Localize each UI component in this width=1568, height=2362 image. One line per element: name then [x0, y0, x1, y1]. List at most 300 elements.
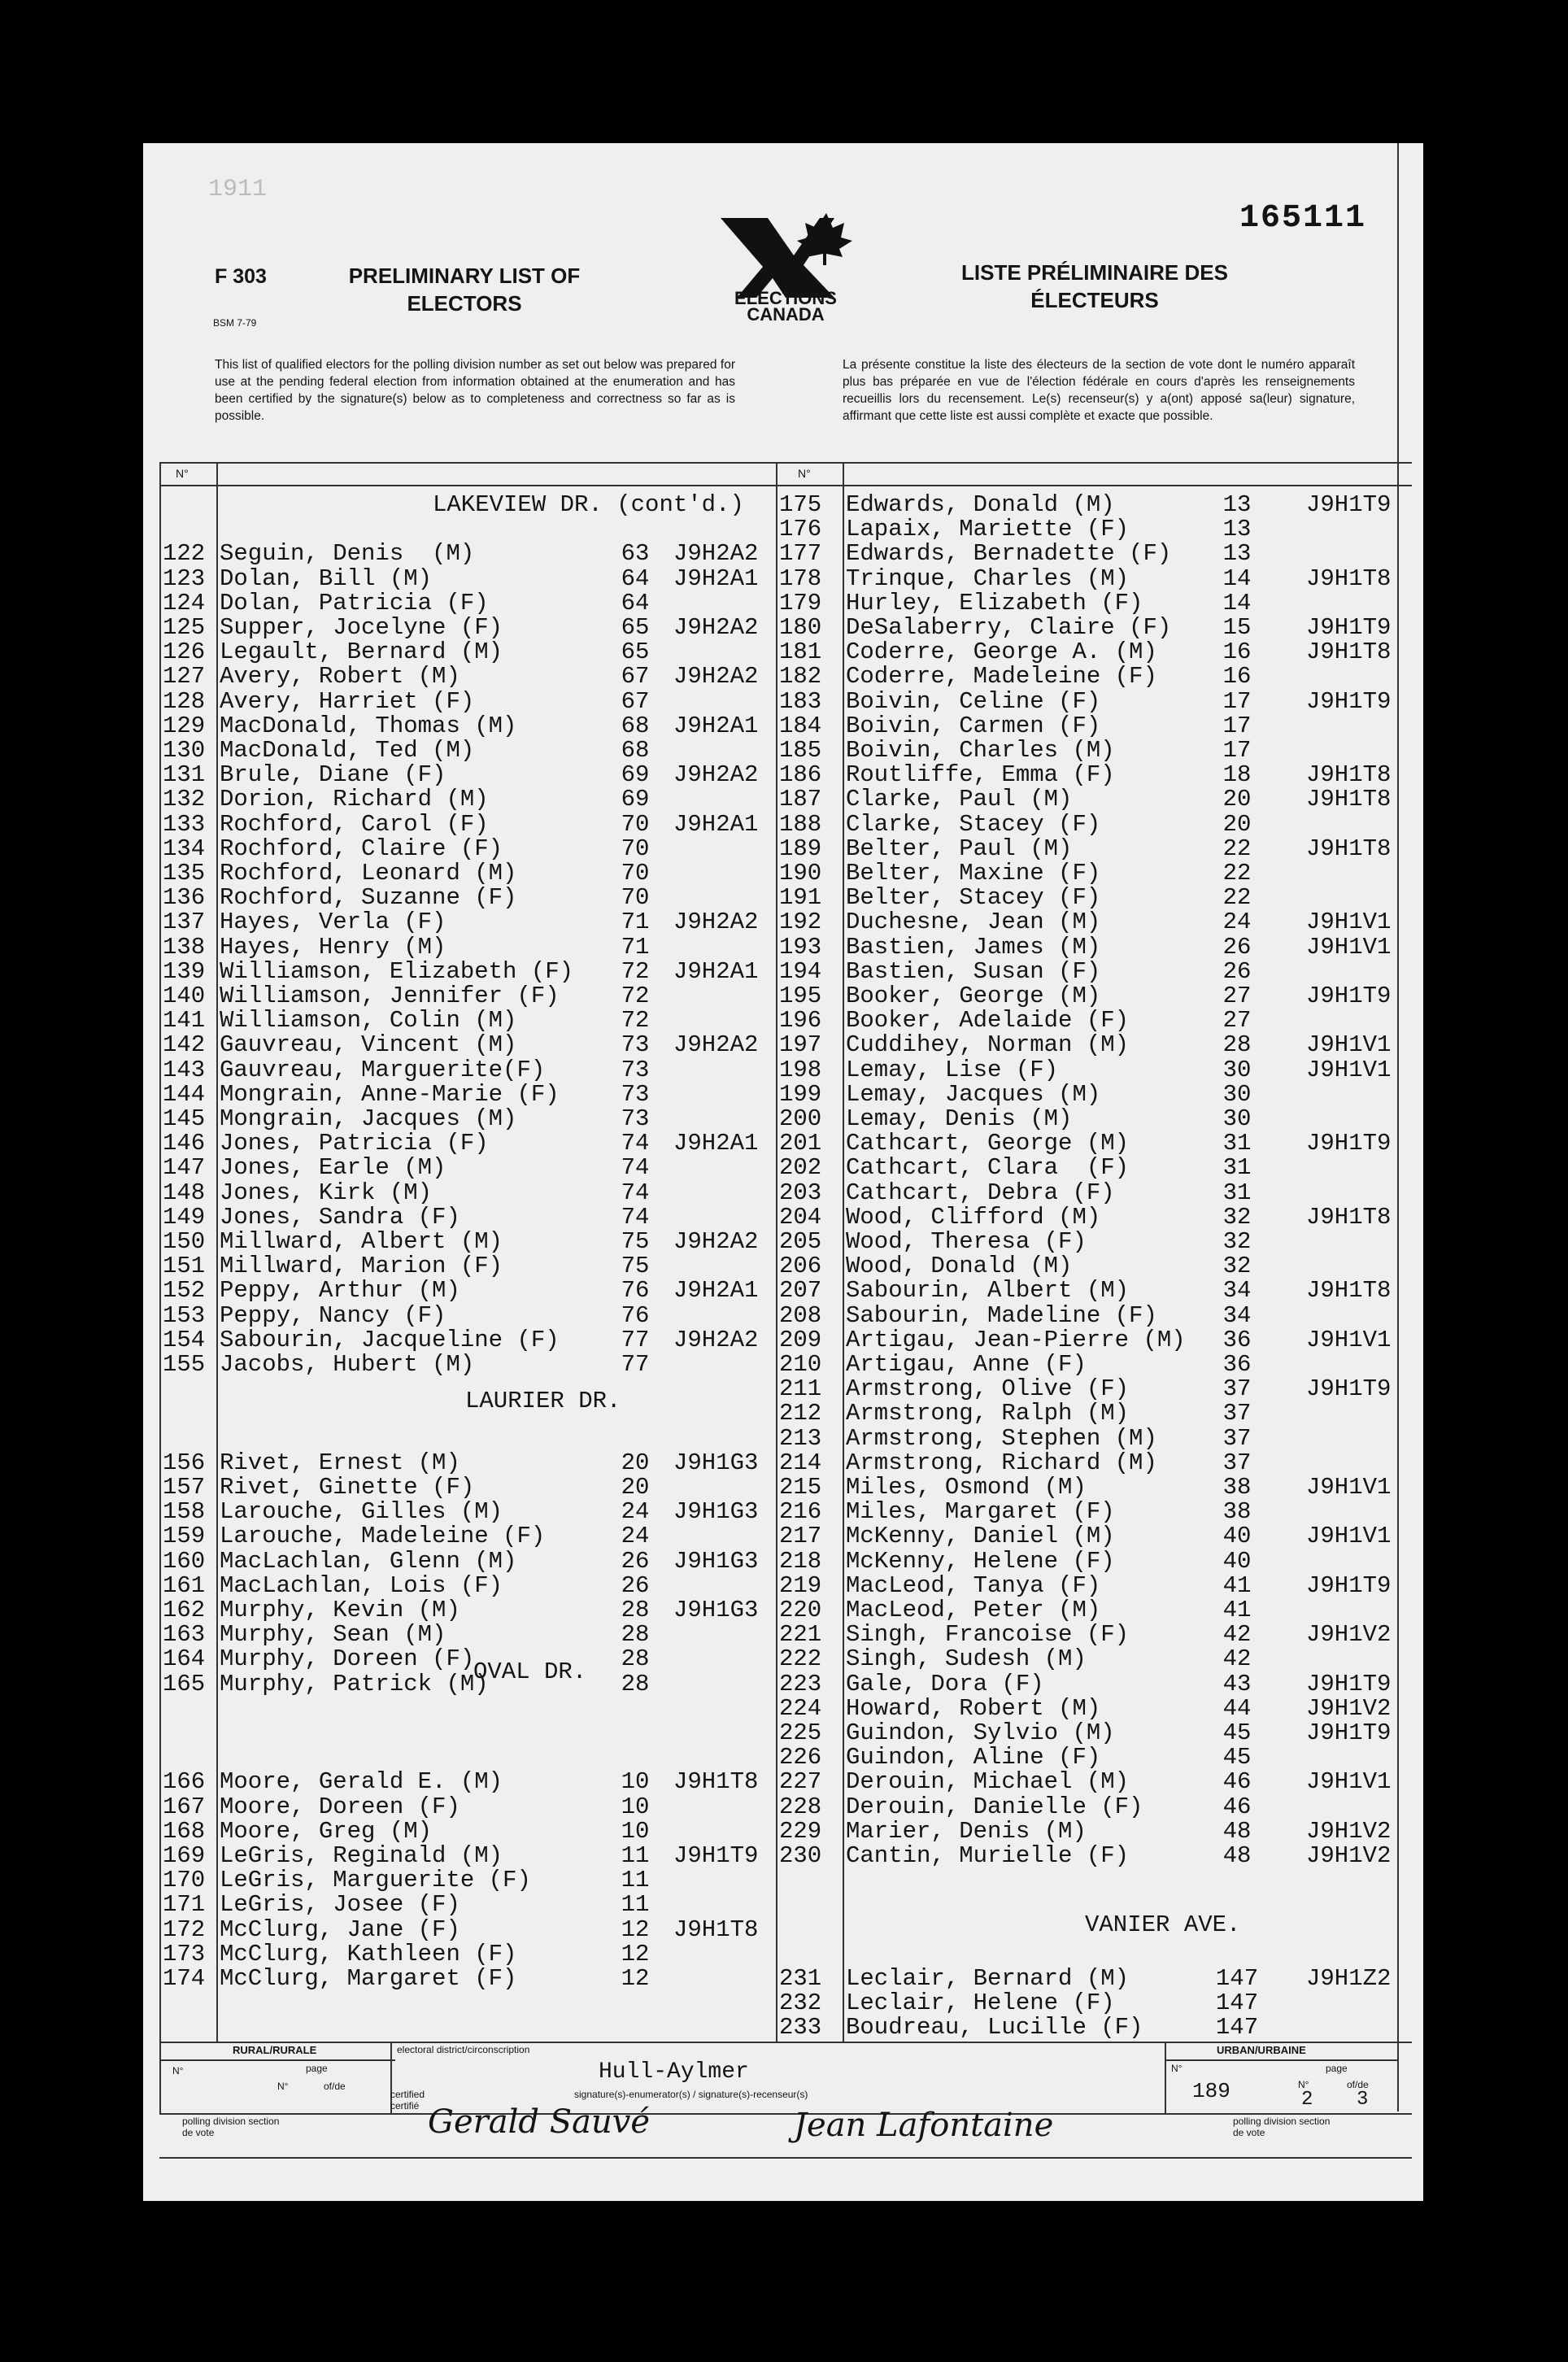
urban-polling-division-label: polling division section de vote: [1233, 2116, 1331, 2138]
elector-number: 176: [779, 516, 822, 543]
house-number: 37: [1222, 1424, 1252, 1452]
postal-code: J9H1V1: [1306, 1056, 1392, 1083]
elector-number: 187: [779, 786, 822, 813]
house-number: 147: [1215, 2014, 1259, 2042]
house-number: 72: [621, 1007, 650, 1035]
elector-name: Coderre, George A. (M): [846, 638, 1157, 666]
elector-name: Rochford, Claire (F): [220, 835, 503, 862]
elector-name: Gauvreau, Marguerite(F): [220, 1056, 546, 1083]
right-no-header: N°: [798, 467, 811, 480]
elector-number: 150: [163, 1228, 206, 1255]
elector-name: Hurley, Elizabeth (F): [846, 589, 1143, 617]
house-number: 28: [621, 1597, 650, 1623]
house-number: 48: [1222, 1817, 1252, 1845]
footer-rule-2: [1165, 2042, 1166, 2113]
postal-code: J9H2A1: [673, 1130, 759, 1157]
form-number: F 303: [215, 265, 267, 288]
house-number: 74: [621, 1154, 650, 1182]
elector-name: McKenny, Daniel (M): [846, 1523, 1115, 1550]
house-number: 65: [621, 614, 650, 641]
house-number: 75: [621, 1228, 650, 1255]
house-number: 30: [1222, 1105, 1252, 1132]
elector-name: Miles, Osmond (M): [846, 1474, 1087, 1501]
postal-code: J9H1V2: [1306, 1817, 1392, 1845]
house-number: 30: [1222, 1080, 1252, 1108]
house-number: 42: [1222, 1645, 1252, 1673]
postal-code: J9H1V1: [1306, 1768, 1392, 1796]
house-number: 11: [621, 1891, 650, 1919]
elector-name: McClurg, Kathleen (F): [220, 1940, 517, 1968]
elector-name: Booker, George (M): [846, 983, 1101, 1009]
postal-code: J9H1T9: [673, 1842, 759, 1869]
elector-name: Boivin, Celine (F): [846, 687, 1101, 715]
elector-number: 231: [779, 1965, 822, 1992]
elector-name: McClurg, Margaret (F): [220, 1965, 517, 1992]
elector-name: Lemay, Denis (M): [846, 1105, 1073, 1132]
elector-number: 194: [779, 957, 822, 985]
right-number-column-rule: [843, 462, 844, 2042]
elector-number: 132: [163, 786, 206, 813]
postal-code: J9H1G3: [673, 1597, 759, 1623]
title-english: PRELIMINARY LIST OF ELECTORS: [348, 264, 581, 316]
left-number-column-rule: [216, 462, 218, 2042]
elector-name: Cathcart, George (M): [846, 1130, 1130, 1157]
elector-name: MacLeod, Tanya (F): [846, 1571, 1101, 1599]
urban-page-total: 3: [1357, 2089, 1369, 2111]
house-number: 10: [621, 1817, 650, 1845]
elector-number: 169: [163, 1842, 206, 1869]
elector-number: 217: [779, 1523, 822, 1550]
house-number: 20: [1222, 810, 1252, 838]
elector-number: 133: [163, 810, 206, 838]
elector-number: 138: [163, 933, 206, 961]
elector-number: 125: [163, 614, 206, 641]
house-number: 36: [1222, 1351, 1252, 1378]
postal-code: J9H1T8: [673, 1768, 759, 1796]
elector-name: Armstrong, Stephen (M): [846, 1424, 1157, 1452]
elector-name: Gale, Dora (F): [846, 1670, 1044, 1697]
elector-number: 205: [779, 1228, 822, 1255]
house-number: 46: [1222, 1768, 1252, 1796]
postal-code: J9H2A2: [673, 663, 759, 691]
elector-name: Rochford, Carol (F): [220, 810, 489, 838]
house-number: 10: [621, 1793, 650, 1820]
postal-code: J9H1T9: [1306, 983, 1392, 1009]
house-number: 28: [1222, 1031, 1252, 1059]
urban-page-label: page: [1326, 2063, 1348, 2074]
serial-number: 165111: [1239, 200, 1366, 237]
postal-code: J9H2A1: [673, 712, 759, 739]
elector-number: 224: [779, 1694, 822, 1722]
house-number: 71: [621, 909, 650, 936]
elector-name: Mongrain, Anne-Marie (F): [220, 1080, 560, 1108]
elector-number: 127: [163, 663, 206, 691]
elector-number: 186: [779, 761, 822, 789]
urban-rule: [1165, 2059, 1397, 2061]
elector-number: 146: [163, 1130, 206, 1157]
elector-number: 124: [163, 589, 206, 617]
elector-number: 233: [779, 2014, 822, 2042]
elector-number: 148: [163, 1179, 206, 1206]
house-number: 37: [1222, 1449, 1252, 1476]
house-number: 30: [1222, 1056, 1252, 1083]
elector-name: Millward, Marion (F): [220, 1253, 503, 1280]
elector-name: Millward, Albert (M): [220, 1228, 503, 1255]
postal-code: J9H1T8: [1306, 761, 1392, 789]
elector-number: 221: [779, 1621, 822, 1649]
elector-name: Clarke, Paul (M): [846, 786, 1073, 813]
elector-number: 202: [779, 1154, 822, 1182]
urban-page-no-label: N°: [1298, 2079, 1309, 2090]
left-no-header: N°: [176, 467, 189, 480]
elector-name: Edwards, Donald (M): [846, 491, 1115, 518]
elector-name: Belter, Paul (M): [846, 835, 1073, 862]
house-number: 42: [1222, 1621, 1252, 1649]
postal-code: J9H1V1: [1306, 909, 1392, 936]
elector-number: 134: [163, 835, 206, 862]
electoral-district-label: electoral district/circonscription: [397, 2044, 530, 2055]
house-number: 69: [621, 786, 650, 813]
postal-code: J9H1T8: [1306, 564, 1392, 592]
elector-number: 174: [163, 1965, 206, 1992]
elector-name: Jones, Sandra (F): [220, 1203, 460, 1231]
elector-number: 128: [163, 687, 206, 715]
elector-name: McClurg, Jane (F): [220, 1915, 460, 1943]
house-number: 34: [1222, 1277, 1252, 1305]
house-number: 37: [1222, 1400, 1252, 1427]
elector-number: 215: [779, 1474, 822, 1501]
elector-number: 136: [163, 884, 206, 912]
postal-code: J9H2A1: [673, 957, 759, 985]
elector-name: Derouin, Danielle (F): [846, 1793, 1143, 1820]
elector-number: 212: [779, 1400, 822, 1427]
elector-number: 226: [779, 1744, 822, 1772]
elector-name: Artigau, Jean-Pierre (M): [846, 1326, 1186, 1353]
elector-number: 201: [779, 1130, 822, 1157]
elector-list-sheet: [143, 143, 1423, 2201]
elector-name: Boivin, Carmen (F): [846, 712, 1101, 739]
elector-number: 211: [779, 1375, 822, 1403]
postal-code: J9H1T9: [1306, 1375, 1392, 1403]
house-number: 67: [621, 687, 650, 715]
postal-code: J9H1G3: [673, 1449, 759, 1476]
elector-name: Armstrong, Ralph (M): [846, 1400, 1130, 1427]
house-number: 20: [621, 1449, 650, 1476]
house-number: 12: [621, 1915, 650, 1943]
postal-code: J9H1T9: [1306, 687, 1392, 715]
postal-code: J9H1T9: [1306, 614, 1392, 641]
elector-number: 182: [779, 663, 822, 691]
elector-name: LeGris, Marguerite (F): [220, 1867, 531, 1894]
house-number: 74: [621, 1203, 650, 1231]
house-number: 75: [621, 1253, 650, 1280]
house-number: 48: [1222, 1842, 1252, 1869]
house-number: 17: [1222, 712, 1252, 739]
elector-name: Rochford, Leonard (M): [220, 860, 517, 887]
rural-label: RURAL/RURALE: [233, 2044, 317, 2056]
elector-number: 203: [779, 1179, 822, 1206]
postal-code: J9H1V2: [1306, 1621, 1392, 1649]
elector-number: 163: [163, 1621, 206, 1649]
elector-name: Peppy, Nancy (F): [220, 1301, 446, 1329]
postal-code: J9H1V1: [1306, 1474, 1392, 1501]
elector-name: Peppy, Arthur (M): [220, 1277, 460, 1305]
house-number: 31: [1222, 1130, 1252, 1157]
house-number: 147: [1215, 1989, 1259, 2017]
urban-of-label: of/de: [1347, 2079, 1369, 2090]
elector-name: Trinque, Charles (M): [846, 564, 1130, 592]
house-number: 72: [621, 957, 650, 985]
elector-name: Guindon, Aline (F): [846, 1744, 1101, 1772]
house-number: 41: [1222, 1571, 1252, 1599]
house-number: 65: [621, 638, 650, 666]
elector-number: 167: [163, 1793, 206, 1820]
form-subcode: BSM 7-79: [213, 317, 257, 329]
house-number: 74: [621, 1179, 650, 1206]
elector-name: Cantin, Murielle (F): [846, 1842, 1130, 1869]
house-number: 41: [1222, 1597, 1252, 1623]
rural-no-label: N°: [172, 2065, 184, 2077]
elector-number: 158: [163, 1498, 206, 1526]
elector-number: 131: [163, 761, 206, 789]
house-number: 11: [621, 1842, 650, 1869]
postal-code: J9H1G3: [673, 1498, 759, 1526]
house-number: 46: [1222, 1793, 1252, 1820]
elector-number: 139: [163, 957, 206, 985]
elector-number: 183: [779, 687, 822, 715]
postal-code: J9H1V2: [1306, 1694, 1392, 1722]
elector-name: Jones, Patricia (F): [220, 1130, 489, 1157]
elector-name: Edwards, Bernadette (F): [846, 540, 1172, 568]
elector-name: Avery, Harriet (F): [220, 687, 475, 715]
elector-number: 156: [163, 1449, 206, 1476]
signature-two: Jean Lafontaine: [794, 2107, 1054, 2144]
elector-name: Booker, Adelaide (F): [846, 1007, 1130, 1035]
postal-code: J9H1T9: [1306, 1670, 1392, 1697]
postal-code: J9H2A2: [673, 909, 759, 936]
signature-one: Gerald Sauvé: [428, 2103, 650, 2141]
certified-label: certified certifié: [390, 2089, 425, 2111]
postal-code: J9H1V1: [1306, 1326, 1392, 1353]
elector-name: Boudreau, Lucille (F): [846, 2014, 1143, 2042]
elector-number: 179: [779, 589, 822, 617]
elector-number: 227: [779, 1768, 822, 1796]
elector-number: 196: [779, 1007, 822, 1035]
house-number: 24: [621, 1498, 650, 1526]
house-number: 28: [621, 1670, 650, 1697]
house-number: 32: [1222, 1203, 1252, 1231]
house-number: 28: [621, 1621, 650, 1649]
elector-name: Murphy, Doreen (F): [220, 1645, 475, 1673]
house-number: 14: [1222, 589, 1252, 617]
postal-code: J9H2A1: [673, 564, 759, 592]
house-number: 27: [1222, 1007, 1252, 1035]
postal-code: J9H1T8: [673, 1915, 759, 1943]
elector-number: 198: [779, 1056, 822, 1083]
house-number: 64: [621, 589, 650, 617]
house-number: 74: [621, 1130, 650, 1157]
elector-number: 157: [163, 1474, 206, 1501]
postal-code: J9H2A1: [673, 810, 759, 838]
elector-name: Rochford, Suzanne (F): [220, 884, 517, 912]
elector-name: Larouche, Gilles (M): [220, 1498, 503, 1526]
house-number: 20: [1222, 786, 1252, 813]
elector-name: Singh, Sudesh (M): [846, 1645, 1087, 1673]
postal-code: J9H2A2: [673, 1031, 759, 1059]
elector-number: 190: [779, 860, 822, 887]
elector-number: 129: [163, 712, 206, 739]
house-number: 38: [1222, 1498, 1252, 1526]
elector-number: 142: [163, 1031, 206, 1059]
postal-code: J9H2A2: [673, 1228, 759, 1255]
elector-number: 223: [779, 1670, 822, 1697]
house-number: 70: [621, 884, 650, 912]
house-number: 34: [1222, 1301, 1252, 1329]
elector-number: 207: [779, 1277, 822, 1305]
elector-name: Moore, Greg (M): [220, 1817, 433, 1845]
elector-number: 123: [163, 564, 206, 592]
house-number: 73: [621, 1105, 650, 1132]
elector-number: 152: [163, 1277, 206, 1305]
house-number: 68: [621, 737, 650, 764]
elector-name: Brule, Diane (F): [220, 761, 446, 789]
elector-name: Dolan, Patricia (F): [220, 589, 489, 617]
elector-number: 166: [163, 1768, 206, 1796]
house-number: 40: [1222, 1547, 1252, 1575]
title-french: LISTE PRÉLIMINAIRE DES ÉLECTEURS: [961, 260, 1228, 312]
elector-number: 220: [779, 1597, 822, 1623]
house-number: 72: [621, 983, 650, 1009]
house-number: 15: [1222, 614, 1252, 641]
house-number: 17: [1222, 737, 1252, 764]
elector-name: Jones, Kirk (M): [220, 1179, 433, 1206]
elector-name: Dolan, Bill (M): [220, 564, 433, 592]
postal-code: J9H1T8: [1306, 638, 1392, 666]
postal-code: J9H1V1: [1306, 933, 1392, 961]
house-number: 76: [621, 1277, 650, 1305]
intro-french: La présente constitue la liste des électeurs de la section de vote dont le numéro apparaît plus bas préparée en vue de l'élection fédérale en cours d'après les renseignements recueillis lors du recensement. Le(s) recenseur(s) y a(ont) apposé sa(leur) signature, affirmant que cette liste est aussi complète et exacte que possible.: [843, 358, 1355, 423]
house-number: 70: [621, 835, 650, 862]
elector-number: 172: [163, 1915, 206, 1943]
house-number: 31: [1222, 1179, 1252, 1206]
elector-name: McKenny, Helene (F): [846, 1547, 1115, 1575]
rural-page-no-label: N°: [277, 2081, 289, 2092]
house-number: 36: [1222, 1326, 1252, 1353]
house-number: 28: [621, 1645, 650, 1673]
urban-label: URBAN/URBAINE: [1217, 2044, 1306, 2056]
house-number: 18: [1222, 761, 1252, 789]
house-number: 31: [1222, 1154, 1252, 1182]
elector-number: 210: [779, 1351, 822, 1378]
elector-name: Mongrain, Jacques (M): [220, 1105, 517, 1132]
house-number: 70: [621, 860, 650, 887]
elector-number: 189: [779, 835, 822, 862]
house-number: 26: [621, 1571, 650, 1599]
elector-number: 181: [779, 638, 822, 666]
house-number: 71: [621, 933, 650, 961]
elector-number: 232: [779, 1989, 822, 2017]
elector-name: Cathcart, Clara (F): [846, 1154, 1130, 1182]
house-number: 38: [1222, 1474, 1252, 1501]
house-number: 20: [621, 1474, 650, 1501]
house-number: 73: [621, 1031, 650, 1059]
postal-code: J9H1T8: [1306, 1277, 1392, 1305]
postal-code: J9H2A2: [673, 761, 759, 789]
street-heading: LAURIER DR.: [465, 1388, 621, 1415]
signature-label: signature(s)-enumerator(s) / signature(s)-recenseur(s): [574, 2089, 808, 2100]
house-number: 26: [1222, 957, 1252, 985]
house-number: 70: [621, 810, 650, 838]
elector-name: Williamson, Elizabeth (F): [220, 957, 574, 985]
elector-name: Avery, Robert (M): [220, 663, 460, 691]
postal-code: J9H1T9: [1306, 491, 1392, 518]
postal-code: J9H1Z2: [1306, 1965, 1392, 1992]
elector-number: 165: [163, 1670, 206, 1697]
electoral-district-value: Hull-Aylmer: [599, 2059, 749, 2085]
elector-name: Seguin, Denis (M): [220, 540, 475, 568]
elector-number: 188: [779, 810, 822, 838]
postal-code: J9H2A2: [673, 614, 759, 641]
urban-polling-number: 189: [1192, 2079, 1230, 2103]
house-number: 16: [1222, 638, 1252, 666]
house-number: 26: [621, 1547, 650, 1575]
elector-name: Sabourin, Madeline (F): [846, 1301, 1157, 1329]
street-heading: OVAL DR.: [473, 1658, 587, 1685]
street-heading: LAKEVIEW DR. (cont'd.): [433, 491, 744, 518]
elector-name: Artigau, Anne (F): [846, 1351, 1087, 1378]
elector-number: 147: [163, 1154, 206, 1182]
house-number: 44: [1222, 1694, 1252, 1722]
house-number: 43: [1222, 1670, 1252, 1697]
elector-number: 214: [779, 1449, 822, 1476]
elector-number: 177: [779, 540, 822, 568]
elector-number: 204: [779, 1203, 822, 1231]
elector-number: 164: [163, 1645, 206, 1673]
postal-code: J9H1V1: [1306, 1031, 1392, 1059]
house-number: 67: [621, 663, 650, 691]
elector-name: MacLeod, Peter (M): [846, 1597, 1101, 1623]
table-top-rule: [159, 462, 1412, 464]
elector-number: 192: [779, 909, 822, 936]
house-number: 32: [1222, 1253, 1252, 1280]
house-number: 68: [621, 712, 650, 739]
elector-number: 173: [163, 1940, 206, 1968]
elector-number: 175: [779, 491, 822, 518]
logo-text-canada: CANADA: [747, 304, 825, 325]
elector-name: Jacobs, Hubert (M): [220, 1351, 475, 1378]
elector-number: 151: [163, 1253, 206, 1280]
house-number: 69: [621, 761, 650, 789]
elector-number: 222: [779, 1645, 822, 1673]
elector-number: 230: [779, 1842, 822, 1869]
elector-number: 208: [779, 1301, 822, 1329]
elector-number: 225: [779, 1719, 822, 1746]
elector-name: MacLachlan, Glenn (M): [220, 1547, 517, 1575]
house-number: 45: [1222, 1719, 1252, 1746]
elector-number: 154: [163, 1326, 206, 1353]
elector-number: 199: [779, 1080, 822, 1108]
elector-number: 145: [163, 1105, 206, 1132]
elector-name: Wood, Clifford (M): [846, 1203, 1101, 1231]
house-number: 13: [1222, 540, 1252, 568]
house-number: 10: [621, 1768, 650, 1796]
house-number: 40: [1222, 1523, 1252, 1550]
elector-name: Dorion, Richard (M): [220, 786, 489, 813]
elector-number: 180: [779, 614, 822, 641]
elector-number: 168: [163, 1817, 206, 1845]
elector-number: 143: [163, 1056, 206, 1083]
elector-name: Hayes, Henry (M): [220, 933, 446, 961]
